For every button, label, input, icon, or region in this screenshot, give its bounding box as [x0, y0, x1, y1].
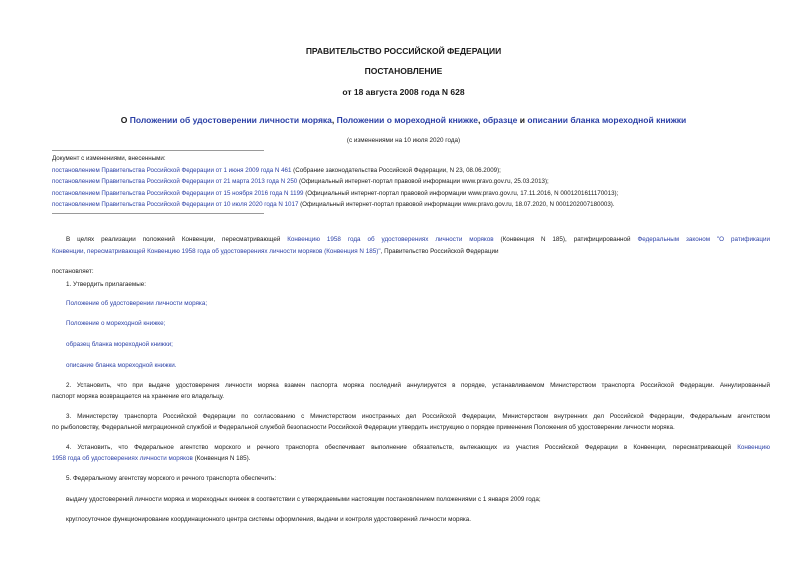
convention-1958-link[interactable]: Конвенцию 1958 года об удостоверениях личности моряков	[287, 236, 494, 243]
approved-doc-link-seaman-book[interactable]: Положение о мореходной книжке;	[66, 320, 166, 327]
item-3-line-2: по рыболовству, Федеральной миграционной службой и Федеральной службой безопасности Российской Федерации утвердить инструкцию о порядке применения Положения об удостоверении личности моряка.	[52, 424, 675, 431]
item-5-sub-1: выдачу удостоверений личности моряка и мореходных книжек в соответствии с утверждаемыми настоящим постановлением положениями с 1 января 2009 года;	[66, 496, 541, 503]
item-3-line-1: 3. Министерству транспорта Российской Федерации по согласованию с Министерством иностранных дел Российской Федерации, Министерством внутренних дел Российской Федерации, Федеральным агентством	[66, 413, 770, 420]
title-link-seaman-id[interactable]: Положении об удостоверении личности моряка	[129, 115, 332, 125]
history-item: постановлением Правительства Российской Федерации от 21 марта 2013 года N 250 (Официальный интернет-портал правовой информации www.pravo.gov.ru, 25.03.2013);	[52, 178, 549, 186]
history-item: постановлением Правительства Российской Федерации от 15 ноября 2016 года N 1199 (Официальный интернет-портал правовой информации www.pravo.gov.ru, 17.11.2016, N 0001201611170013);	[52, 189, 619, 197]
history-item: постановлением Правительства Российской Федерации от 10 июля 2020 года N 1017 (Официальный интернет-портал правовой информации www.pravo.gov.ru, 18.07.2020, N 0001202007180003).	[52, 201, 615, 209]
convention-link-cont[interactable]: 1958 года об удостоверениях личности моряков	[52, 455, 193, 462]
decree-word: постановляет:	[52, 268, 94, 275]
ratification-law-link-cont[interactable]: Конвенции, пересматривающей Конвенцию 1958 года об удостоверениях личности моряков (Конвенция N 185)"	[52, 248, 381, 255]
item-2-line-2: паспорт моряка возвращается на хранение его владельцу.	[52, 393, 225, 400]
amendment-note: (с изменениями на 10 июля 2020 года)	[346, 137, 461, 144]
preamble-line-1: В целях реализации положений Конвенции, пересматривающей Конвенцию 1958 года об удостоверениях личности моряков (Конвенция N 185), ратифицированной Федеральным законом "О ратификации	[66, 236, 770, 243]
item-4-line-1: 4. Установить, что Федеральное агентство морского и речного транспорта обеспечивает выполнение обязательств, вытекающих из участия Российской Федерации в Конвенции, пересматривающей Конвенцию	[66, 444, 770, 451]
history-item: постановлением Правительства Российской Федерации от 1 июня 2009 года N 461 (Собрание законодательства Российской Федерации, N 23, 08.06.2009);	[52, 166, 501, 174]
history-link[interactable]: постановлением Правительства Российской Федерации от 21 марта 2013 года N 250	[52, 178, 298, 186]
document-type: ПОСТАНОВЛЕНИЕ	[364, 66, 443, 76]
amendment-history	[52, 153, 618, 211]
title-link-seaman-book[interactable]: Положении о мореходной книжке	[336, 115, 478, 125]
history-top-divider	[52, 150, 264, 151]
preamble-line-2: Конвенции, пересматривающей Конвенцию 1958 года об удостоверениях личности моряков (Конвенция N 185)", Правительство Российской Федерации	[52, 248, 499, 255]
history-link[interactable]: постановлением Правительства Российской Федерации от 10 июля 2020 года N 1017	[52, 201, 299, 209]
title-link-sample[interactable]: образце	[482, 115, 518, 125]
item-5-sub-2: круглосуточное функционирование координационного центра системы оформления, выдачи и контроля удостоверений личности моряка.	[66, 516, 471, 523]
item-5: 5. Федеральному агентству морского и речного транспорта обеспечить:	[66, 475, 277, 482]
approved-doc-link-description[interactable]: описание бланка мореходной книжки.	[66, 362, 177, 369]
history-bottom-divider	[52, 213, 264, 214]
title-link-description[interactable]: описании бланка мореходной книжки	[527, 115, 687, 125]
document-date-number: от 18 августа 2008 года N 628	[342, 87, 465, 97]
document-title: О Положении об удостоверении личности моряка, Положении о мореходной книжке, образце и описании бланка мореходной книжки	[120, 115, 687, 125]
approved-doc-link-sample[interactable]: образец бланка мореходной книжки;	[66, 341, 173, 348]
item-4-line-2: 1958 года об удостоверениях личности моряков (Конвенция N 185).	[52, 455, 251, 462]
history-heading: Документ с изменениями, внесенными:	[52, 155, 166, 162]
item-1: 1. Утвердить прилагаемые:	[66, 281, 146, 288]
ratification-law-link[interactable]: Федеральным законом "О ратификации	[637, 236, 770, 243]
item-2-line-1: 2. Установить, что при выдаче удостоверения личности моряка взамен паспорта моряка последний аннулируется в порядке, устанавливаемом Министерством транспорта Российской Федерации. Аннулированный	[66, 382, 770, 389]
issuing-authority: ПРАВИТЕЛЬСТВО РОССИЙСКОЙ ФЕДЕРАЦИИ	[305, 46, 502, 56]
history-link[interactable]: постановлением Правительства Российской Федерации от 15 ноября 2016 года N 1199	[52, 189, 304, 197]
approved-doc-link-seaman-id[interactable]: Положение об удостоверении личности моряка;	[66, 300, 208, 307]
convention-link[interactable]: Конвенцию	[737, 444, 770, 451]
history-link[interactable]: постановлением Правительства Российской Федерации от 1 июня 2009 года N 461	[52, 166, 292, 174]
